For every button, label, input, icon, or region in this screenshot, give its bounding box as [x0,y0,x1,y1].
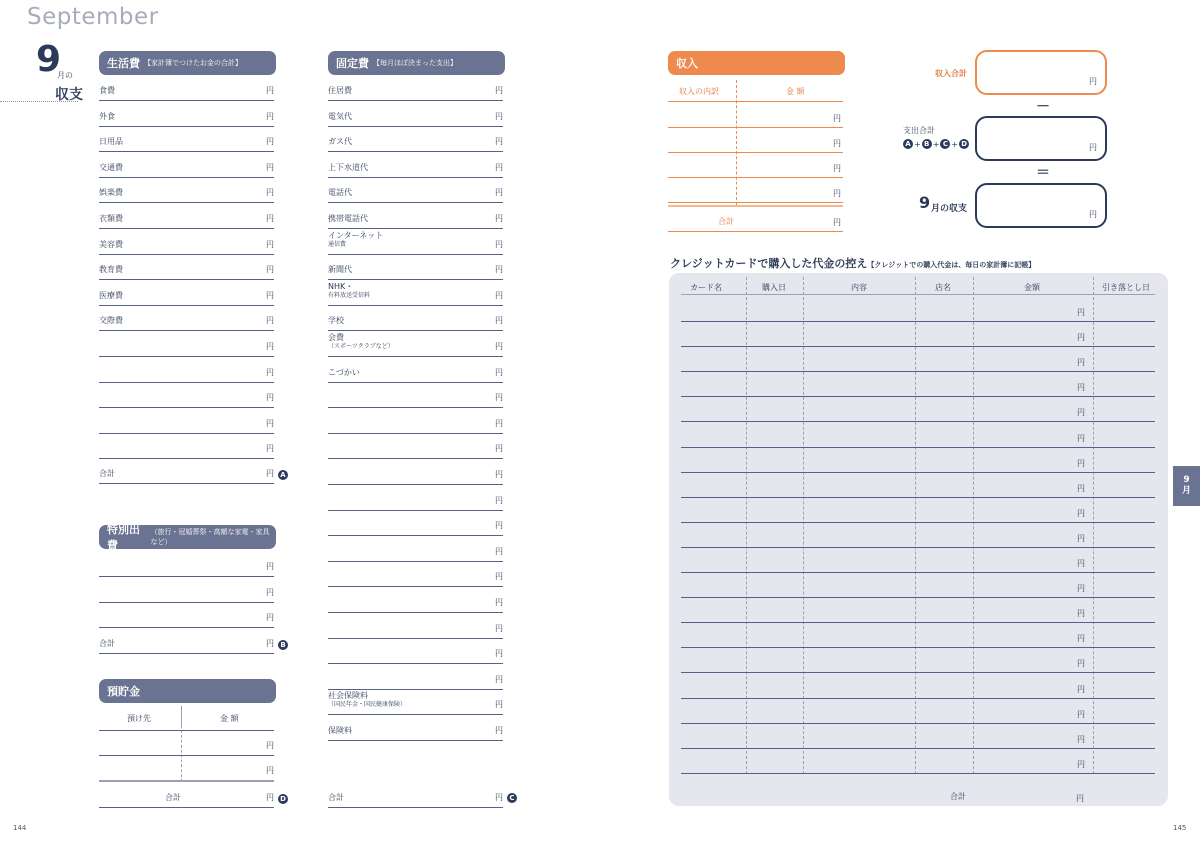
cc-row[interactable] [681,297,1155,322]
equals-sign: ＝ [1036,165,1050,181]
yen-label: 円 [266,342,274,351]
yen-label: 円 [495,418,503,428]
cc-col-card: カード名 [690,283,722,292]
minus-sign: － [1036,99,1050,115]
yen-label: 円 [495,86,503,95]
expense-row[interactable] [328,331,503,357]
expense-label: 外食 [99,111,115,121]
expense-row[interactable] [328,305,503,331]
yen-label: 円 [833,189,841,198]
badge-c-icon: C [940,139,950,149]
yen-label: 円 [1077,433,1085,443]
expense-row[interactable] [99,254,274,280]
expense-formula [903,139,969,149]
page-heading: 収支 [55,87,83,103]
expense-label [328,188,352,197]
expense-label [328,368,360,377]
expense-label [328,333,394,351]
savings-col-amount: 金 額 [220,714,239,723]
income-row[interactable] [668,103,843,128]
expense-row[interactable] [99,152,274,178]
expense-row[interactable] [328,254,503,280]
yen-label: 円 [266,86,274,95]
yen-label: 円 [266,111,274,121]
expense-row[interactable] [328,229,503,255]
plus-sign: + [951,139,959,149]
expense-row[interactable] [328,715,503,741]
yen-label: 円 [495,470,503,479]
page-number-right: 145 [1173,824,1187,832]
yen-label: 円 [266,418,274,428]
expense-label [328,265,352,274]
month-tab[interactable] [1173,466,1200,506]
expense-row[interactable] [99,577,274,603]
income-title: 収入 [676,57,698,70]
expense-label: 医療費 [99,290,123,300]
fixed-expenses-header [328,51,505,75]
expense-label [328,112,352,121]
yen-label: 円 [266,162,274,172]
income-total-box[interactable] [975,50,1107,95]
expense-row[interactable] [328,408,503,434]
yen-label: 円 [266,214,274,223]
expense-label-main: 学校 [328,316,344,326]
yen-label: 円 [266,587,274,597]
living-expenses-header [99,51,276,75]
expense-label-main: こづかい [328,367,360,377]
yen-label: 円 [266,290,274,300]
expense-label: 美容費 [99,239,123,249]
expense-row[interactable] [328,177,503,203]
yen-label: 円 [266,613,274,623]
expense-label [328,163,368,172]
month-suffix: 月の [57,71,73,80]
expense-label: 教育費 [99,265,123,275]
fixed-subtitle: 【毎月ほぼ決まった支出】 [373,59,457,67]
expense-label: 娯楽費 [99,188,123,198]
savings-header [99,679,276,703]
cc-row[interactable] [681,674,1155,699]
yen-label: 円 [266,444,274,454]
yen-label: 円 [495,290,503,300]
yen-label: 円 [1077,408,1085,418]
expense-label-main: 電話代 [328,188,352,198]
credit-subtitle: 【クレジットでの購入代金は、毎日の家計簿に記帳】 [867,261,1036,269]
special-total-row[interactable] [99,628,274,654]
expense-row[interactable] [99,203,274,229]
expense-label-main: 社会保険料 [328,691,368,701]
yen-label: 円 [266,393,274,403]
yen-label: 円 [1077,333,1085,343]
yen-label: 円 [495,111,503,121]
expense-label [328,214,368,223]
special-total-label: 合計 [99,639,115,648]
savings-title: 預貯金 [107,685,140,698]
yen-label: 円 [495,137,503,147]
savings-total-label: 合計 [165,793,181,802]
cc-col-content: 内容 [851,283,867,292]
expense-label [328,691,406,709]
cc-row[interactable] [681,548,1155,573]
expense-label: 交通費 [99,162,123,172]
yen-label: 円 [266,137,274,147]
yen-label: 円 [495,162,503,172]
balance-month-number: 9 [919,193,931,212]
cc-row[interactable] [681,749,1155,774]
yen-label: 円 [495,726,503,735]
expense-label [328,231,383,249]
expense-row[interactable] [99,357,274,383]
living-subtitle: 【家計簿でつけたお金の合計】 [144,59,242,67]
fixed-title: 固定費 [336,57,369,70]
expense-row[interactable] [328,101,503,127]
plus-sign: + [914,139,921,149]
yen-label: 円 [1077,358,1085,368]
expense-row[interactable] [328,664,503,690]
cc-col-debit-date: 引き落とし日 [1102,283,1150,292]
expense-row[interactable] [328,203,503,229]
expense-row[interactable] [328,75,503,101]
special-expenses-header [99,523,276,552]
yen-label: 円 [495,700,503,710]
cc-row[interactable] [681,648,1155,673]
expense-label: 衣類費 [99,214,123,223]
month-tab-unit: 月 [1181,486,1191,496]
balance-box[interactable] [975,183,1107,228]
expense-row[interactable] [99,602,274,628]
yen-label: 円 [1077,383,1085,393]
expense-label [328,86,352,95]
yen-label: 円 [1089,77,1097,86]
fixed-total-label: 合計 [328,793,344,802]
cc-row[interactable] [681,423,1155,448]
expense-label: 交際費 [99,316,123,326]
expense-row[interactable] [99,280,274,306]
yen-label: 円 [833,139,841,148]
expense-label-main: ガス代 [328,137,352,147]
yen-label: 円 [266,766,274,775]
expense-total-summary-label: 支出合計 [903,126,935,135]
month-title: September [27,4,159,30]
income-total-summary-label: 収入合計 [935,69,967,78]
living-total-label: 合計 [99,469,115,478]
living-title: 生活費 [107,57,140,70]
expense-row[interactable] [328,613,503,639]
cc-row[interactable] [681,623,1155,648]
yen-label: 円 [266,188,274,198]
expense-label-main: NHK・ [328,281,354,291]
badge-b-icon: B [922,139,932,149]
cc-row[interactable] [681,598,1155,623]
cc-row[interactable] [681,347,1155,372]
yen-label: 円 [1077,559,1085,568]
yen-label: 円 [266,367,274,377]
yen-label: 円 [495,546,503,556]
expense-row[interactable] [99,126,274,152]
savings-header-divider [181,706,182,728]
yen-label: 円 [266,741,274,750]
yen-label: 円 [833,114,841,123]
expense-row[interactable] [328,126,503,152]
expense-row[interactable] [328,459,503,485]
expense-row[interactable] [328,152,503,178]
expense-row[interactable] [99,75,274,101]
yen-label: 円 [495,316,503,326]
cc-row[interactable] [681,498,1155,523]
yen-label: 円 [266,316,274,326]
income-col-amount: 金 額 [786,87,805,96]
yen-label: 円 [495,495,503,505]
expense-label-main: 電気代 [328,111,352,121]
yen-label: 円 [495,623,503,633]
yen-label: 円 [1077,634,1085,644]
income-row[interactable] [668,153,843,178]
yen-label: 円 [833,164,841,173]
expense-row[interactable] [328,561,503,587]
cc-row[interactable] [681,573,1155,598]
expense-row[interactable] [328,357,503,383]
expense-row[interactable] [99,305,274,331]
expense-row[interactable] [99,433,274,459]
expense-row[interactable] [99,551,274,577]
yen-label: 円 [495,793,503,802]
yen-label: 円 [495,444,503,454]
living-total-row[interactable] [99,458,274,484]
income-total-label: 合計 [718,217,734,226]
month-tab-number: 9 [1183,475,1190,485]
yen-label: 円 [495,598,503,607]
yen-label: 円 [495,265,503,275]
expense-row[interactable] [328,280,503,306]
cc-col-date: 購入日 [762,283,786,292]
yen-label: 円 [495,214,503,223]
badge-c-icon: C [507,793,517,803]
badge-a-icon: A [903,139,913,149]
special-title: 特別出費 [107,523,140,552]
yen-label: 円 [1077,533,1085,543]
expense-label-main: 上下水道代 [328,162,368,172]
yen-label: 円 [833,218,841,227]
yen-label: 円 [1077,609,1085,619]
expense-row[interactable] [99,408,274,434]
badge-d-icon: D [278,794,288,804]
savings-col-destination: 預け先 [127,714,151,723]
credit-card-heading [670,255,1035,271]
yen-label: 円 [1089,143,1097,152]
yen-label: 円 [1077,483,1085,493]
income-row[interactable] [668,128,843,153]
yen-label: 円 [266,265,274,275]
yen-label: 円 [1077,458,1085,468]
savings-total-row[interactable] [99,782,274,808]
expense-row[interactable] [99,101,274,127]
yen-label: 円 [1077,659,1085,669]
yen-label: 円 [266,562,274,571]
cc-row[interactable] [681,322,1155,347]
page-number-left: 144 [13,824,27,832]
expense-row[interactable] [328,587,503,613]
expense-row[interactable] [328,689,503,715]
expense-row[interactable] [328,433,503,459]
cc-row[interactable] [681,724,1155,749]
yen-label: 円 [495,674,503,684]
expense-label-main: 保険料 [328,726,352,735]
yen-label: 円 [495,239,503,249]
yen-label: 円 [1077,684,1085,694]
expense-label-main: 新聞代 [328,265,352,275]
yen-label: 円 [495,342,503,351]
balance-label: 月の収支 [931,204,968,214]
badge-d-icon: D [959,139,969,149]
yen-label: 円 [495,572,503,582]
heading-divider [0,101,78,102]
expense-label-main: 住居費 [328,86,352,95]
expense-row[interactable] [328,536,503,562]
yen-label: 円 [1077,709,1085,719]
expense-label-sub: 有料放送受信料 [328,291,371,299]
cc-row[interactable] [681,372,1155,397]
cc-row[interactable] [681,397,1155,422]
expense-label-main: 携帯電話代 [328,214,368,223]
expense-label [328,316,344,325]
yen-label: 円 [495,367,503,377]
expense-row[interactable] [328,485,503,511]
income-header-line [668,101,843,102]
expense-label-main: インターネット [328,230,384,240]
yen-label: 円 [495,188,503,198]
expense-row[interactable] [328,382,503,408]
yen-label: 円 [1077,308,1085,317]
cc-header-line [681,294,1155,295]
expense-row[interactable] [99,229,274,255]
yen-label: 円 [1077,508,1085,518]
badge-a-icon: A [278,470,288,480]
plus-sign: + [932,139,940,149]
expense-row[interactable] [328,638,503,664]
expense-row[interactable] [99,331,274,357]
yen-label: 円 [1077,584,1085,594]
yen-label: 円 [266,469,274,478]
yen-label: 円 [1076,794,1084,803]
yen-label: 円 [266,639,274,648]
expense-label-sub: （国民年金・国民健康保険） [328,701,407,709]
expense-total-box[interactable] [975,116,1107,161]
yen-label: 円 [1089,210,1097,219]
savings-row[interactable] [99,730,274,756]
yen-label: 円 [495,521,503,531]
income-col-breakdown: 収入の内訳 [679,87,719,96]
expense-row[interactable] [99,382,274,408]
yen-label: 円 [1077,734,1085,744]
yen-label: 円 [495,649,503,659]
income-row[interactable] [668,178,843,203]
yen-label: 円 [495,393,503,403]
expense-label [328,137,352,146]
expense-row[interactable] [328,510,503,536]
credit-title: クレジットカードで購入した代金の控え [670,257,868,270]
cc-col-amount: 金額 [1024,283,1040,292]
savings-row[interactable] [99,756,274,782]
badge-b-icon: B [278,640,288,650]
expense-label [328,282,370,300]
expense-label-sub: 通信費 [328,240,347,248]
income-header [668,51,845,75]
expense-label-sub: （スポーツクラブなど） [328,343,394,350]
cc-col-store: 店名 [935,283,951,292]
cc-total-label: 合計 [950,792,966,801]
cc-row[interactable] [681,699,1155,724]
cc-row[interactable] [681,448,1155,473]
expense-label [328,726,352,735]
income-total-row[interactable] [668,207,843,232]
expense-label: 食費 [99,86,115,95]
month-number: 9 [36,39,62,80]
yen-label: 円 [1077,759,1085,769]
special-subtitle: （旅行・冠婚葬祭・高額な家電・家具など） [150,528,270,546]
expense-label: 日用品 [99,137,123,147]
yen-label: 円 [266,793,274,802]
yen-label: 円 [266,239,274,249]
fixed-total-row[interactable] [328,782,503,808]
cc-row[interactable] [681,523,1155,548]
expense-label-main: 会費 [328,333,344,342]
expense-row[interactable] [99,177,274,203]
cc-row[interactable] [681,473,1155,498]
